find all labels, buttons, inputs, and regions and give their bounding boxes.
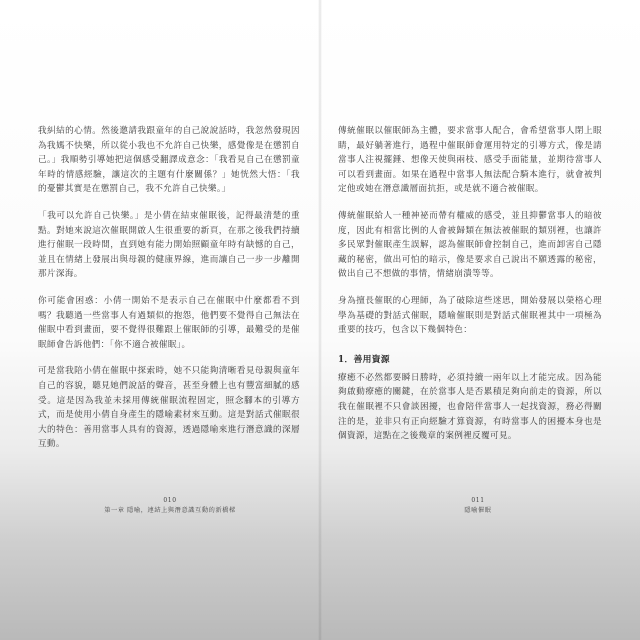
book-title: 隱喻催眠 bbox=[464, 507, 492, 514]
section-heading: 1．善用資源 bbox=[338, 354, 390, 365]
body-paragraph: 你可能會困惑：小倩一開始不是表示自己在催眠中什麼都看不到嗎？我聽過一些當事人有過類似的抱怨，他們要不覺得自己無法在催眠中看到畫面，要不覺得很難跟上催眠師的引導，最難受的是催眠師會告訴他們：「你不適合被催眠」。 bbox=[38, 295, 300, 350]
right-page bbox=[338, 124, 602, 456]
page-number: 011 bbox=[471, 497, 485, 504]
body-paragraph: 可是當我陪小倩在催眠中探索時，她不只能夠清晰看見母親與童年自己的容貌，聽見她們說話的聲音，甚至身體上也有豐富細膩的感受。這是因為我並未採用傳統催眠流程固定，照念腳本的引導方式，而是使用小倩自身產生的隱喻素材來互動。這是對話式催眠很大的特色：善用當事人具有的資源，透過隱喻來進行潛意識的深層互動。 bbox=[38, 366, 300, 450]
body-paragraph: 傳統催眠以催眠師為主體，要求當事人配合，會希望當事人閉上眼睛，最好躺著進行，過程中催眠師會運用特定的引導方式，像是請當事人注視擺錘、想像天使與兩枝、感受手面能量，並期待當事人可以看到畫面。如果在過程中當事人無法配合騎本進行，就會被判定他或她在潛意識層面抗拒，或是就不適合被催眠。 bbox=[338, 126, 602, 195]
book-gutter bbox=[318, 0, 322, 640]
body-paragraph: 療癒不必然都要瞬日勝時，必須持續一兩年以上才能完成。因為能夠啟動療癒的關鍵，在於當事人是否累積足夠向前走的資源，所以我在催眠裡不只會談困擾，也會陪伴當事人一起找資源，務必得關注的是，並非只有正向經驗才算資源，有時當事人的困擾本身也是個資源，這點在之後幾章的案例裡反覆可見。 bbox=[338, 372, 602, 442]
body-paragraph: 「我可以允許自己快樂。」是小倩在結束催眠後，記得最清楚的重點。對她來說這次催眠開啟人生很重要的新頁，在那之後我們持續進行催眠一段時間，直到她有能力開始照顧童年時有缺憾的自己，並且在情緒上發展出與母親的健康界線，進而讓自己一步一步離開那片深海。 bbox=[38, 210, 300, 280]
left-page bbox=[38, 124, 300, 464]
body-paragraph: 傳統催眠給人一種神祕而帶有權威的感受，並且抑鬱當事人的暗彼度，因此有相當比例的人會被歸類在無法被催眠的類別裡，也讓許多民眾對催眠產生誤解，認為催眠師會控制自己，進而卸害自己隱藏的秘密，做出可怕的暗示，像是要求自己說出不願透露的秘密，做出自己不想做的事情，情緒崩潰等等。 bbox=[338, 210, 602, 280]
body-paragraph: 身為擅長催眠的心理師，為了破除這些迷思，開始發展以榮格心理學為基礎的對話式催眠，隱喻催眠則是對話式催眠裡其中一項極為重要的技巧，包含以下幾個特色： bbox=[338, 295, 602, 336]
body-paragraph: 我糾結的心情。然後邀請我跟童年的自己說說話時，我忽然發現因為我媽不快樂，所以從小我也不允許自己快樂，感覺像是在懲罰自己。」我順勢引導她把這個感受翻譯成意念：「我看見自己在懲罰童年時的情感經驗，讓這次的主題有什麼關係？」她恍然大悟：「我的憂鬱其實是在懲罰自己，我不允許自己快樂。」 bbox=[38, 126, 300, 195]
chapter-title: 第一章 隱喻，連結上與潛意識互動的新橋樑 bbox=[104, 507, 236, 514]
right-page-footer bbox=[418, 496, 538, 516]
page-number: 010 bbox=[163, 497, 177, 504]
left-page-footer bbox=[60, 496, 280, 516]
